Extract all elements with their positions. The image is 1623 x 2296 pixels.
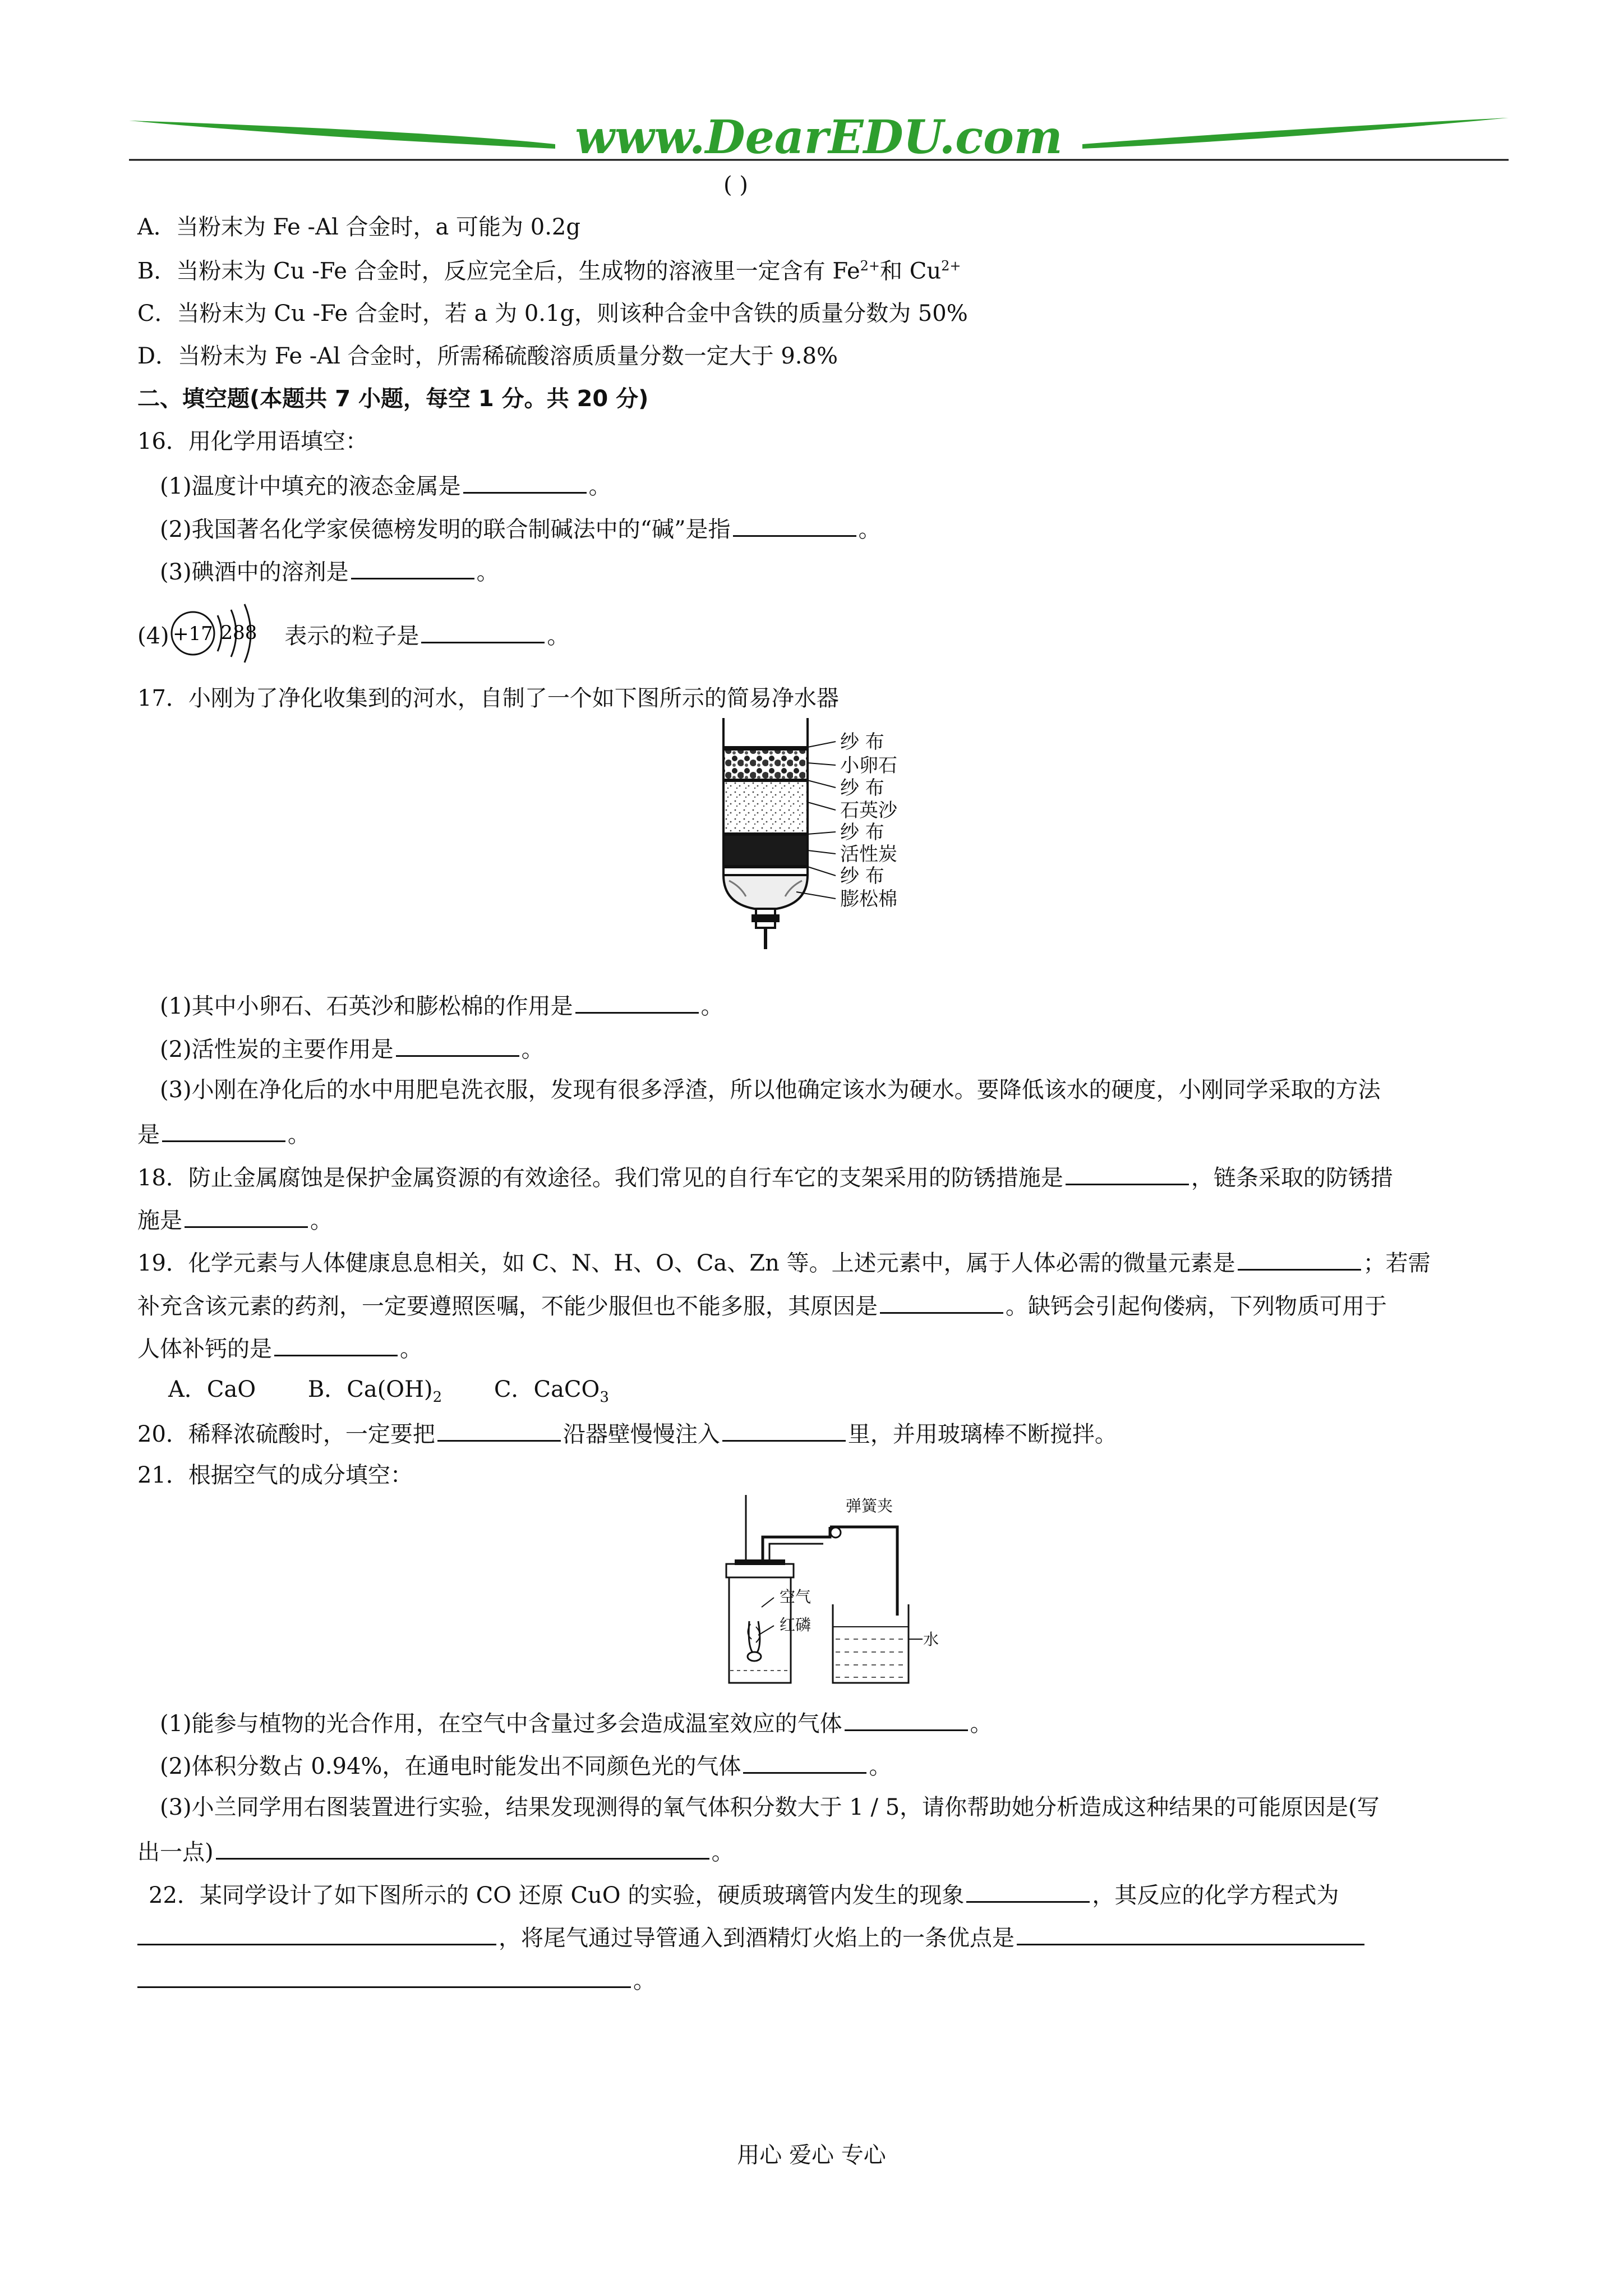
q16-part3: (3)碘酒中的溶剂是 。 — [160, 559, 499, 585]
answer-blank[interactable] — [421, 623, 545, 643]
answer-blank[interactable] — [274, 1336, 398, 1356]
q17-part3: (3)小刚在净化后的水中用肥皂洗衣服，发现有很多浮渣，所以他确定该水为硬水。要降低该水的硬度，小刚同学采取的方法 — [160, 1077, 1381, 1103]
label-gauze-3: 纱 布 — [840, 821, 884, 844]
option-a: A．当粉末为 Fe -Al 合金时，a 可能为 0.2g — [137, 214, 580, 240]
label-quartz-sand: 石英沙 — [840, 799, 897, 822]
q19-line3: 人体补钙的是 。 — [137, 1336, 422, 1362]
water-purifier-figure — [707, 718, 942, 976]
q16-stem: 16．用化学用语填空： — [137, 429, 368, 454]
q21-part3: (3)小兰同学用右图装置进行实验，结果发现测得的氧气体积分数大于 1 / 5，请你帮助她分析造成这种结果的可能原因是(写 — [160, 1795, 1380, 1820]
answer-blank[interactable] — [845, 1710, 968, 1731]
label-air: 空气 — [780, 1588, 811, 1606]
q21-part3-cont: 出一点) 。 — [137, 1839, 734, 1865]
nucleus-charge: +17 — [172, 623, 213, 645]
site-logo-text: www.DearEDU.com — [575, 111, 1063, 164]
answer-blank[interactable] — [137, 1925, 496, 1945]
answer-blank[interactable] — [1017, 1925, 1364, 1945]
q21-stem: 21．根据空气的成分填空： — [137, 1462, 413, 1488]
answer-blank[interactable] — [880, 1293, 1003, 1314]
air-composition-apparatus — [695, 1492, 942, 1700]
answer-blank[interactable] — [575, 993, 699, 1014]
answer-blank[interactable] — [722, 1421, 846, 1442]
q19-option-b: B．$Ca(OH)_2$ — [307, 1377, 442, 1406]
q18-line2: 施是 。 — [137, 1208, 333, 1234]
answer-paren: ( ) — [723, 172, 748, 198]
q17-part1: (1)其中小卵石、石英沙和膨松棉的作用是 。 — [160, 993, 723, 1019]
shell-electrons: 288 — [220, 622, 257, 644]
label-activated-carbon: 活性炭 — [840, 843, 897, 866]
q21-part1: (1)能参与植物的光合作用，在空气中含量过多会造成温室效应的气体 。 — [160, 1711, 993, 1737]
q22-line3: 。 — [137, 1967, 656, 1992]
q22-line1: 22．某同学设计了如下图所示的 CO 还原 CuO 的实验，硬质玻璃管内发生的现象 ，其反应的化学方程式为 — [149, 1883, 1339, 1908]
q16-part4: (4) +17 288 表示的粒子是 。 — [137, 623, 569, 649]
label-gauze-4: 纱 布 — [840, 865, 884, 887]
answer-blank[interactable] — [733, 516, 856, 537]
q21-part2: (2)体积分数占 0.94%，在通电时能发出不同颜色光的气体 。 — [160, 1754, 892, 1779]
label-spring-clip: 弹簧夹 — [846, 1497, 893, 1515]
q20-line: 20．稀释浓硫酸时，一定要把 沿器壁慢慢注入 里，并用玻璃棒不断搅拌。 — [137, 1421, 1117, 1447]
label-cotton: 膨松棉 — [840, 888, 897, 910]
atom-structure-diagram — [169, 622, 268, 649]
answer-blank[interactable] — [162, 1121, 285, 1142]
answer-blank[interactable] — [1238, 1250, 1361, 1271]
label-water: 水 — [923, 1630, 939, 1649]
label-gauze-1: 纱 布 — [840, 731, 884, 753]
label-red-phosphorus: 红磷 — [780, 1616, 811, 1634]
q16-part1: (1)温度计中填充的液态金属是 。 — [160, 473, 611, 499]
q19-line2: 补充含该元素的药剂，一定要遵照医嘱，不能少服但也不能多服，其原因是 。缺钙会引起佝偻病，下列物质可用于 — [137, 1294, 1387, 1319]
section-heading: 二、填空题(本题共 7 小题，每空 1 分。共 20 分) — [137, 386, 649, 412]
q19-options — [168, 1378, 609, 1405]
q19-line1: 19．化学元素与人体健康息息相关，如 C、N、H、O、Ca、Zn 等。上述元素中，属于人体必需的微量元素是 ；若需 — [137, 1250, 1431, 1276]
option-d: D．当粉末为 Fe -Al 合金时，所需稀硫酸溶质质量分数一定大于 9.8% — [137, 343, 838, 369]
label-gauze-2: 纱 布 — [840, 777, 884, 799]
answer-blank[interactable] — [1066, 1165, 1189, 1185]
answer-blank[interactable] — [743, 1753, 866, 1774]
q19-option-c: C．CaCO$_3$ — [494, 1377, 609, 1406]
answer-blank[interactable] — [351, 559, 474, 579]
answer-blank[interactable] — [463, 473, 587, 494]
q22-line2: ，将尾气通过导管通入到酒精灯火焰上的一条优点是 — [137, 1925, 1367, 1949]
answer-blank[interactable] — [396, 1036, 519, 1057]
label-pebbles: 小卵石 — [840, 754, 897, 777]
q16-part2: (2)我国著名化学家侯德榜发明的联合制碱法中的“碱”是指 。 — [160, 517, 881, 542]
q17-stem: 17．小刚为了净化收集到的河水，自制了一个如下图所示的简易净水器 — [137, 685, 839, 711]
option-b: B．当粉末为 Cu -Fe 合金时，反应完全后，生成物的溶液里一定含有 $Fe^{2+}$和 $Cu^{2+}$ — [137, 258, 961, 284]
q19-option-a: A．CaO — [168, 1377, 256, 1402]
q18-line1: 18．防止金属腐蚀是保护金属资源的有效途径。我们常见的自行车它的支架采用的防锈措施是 ，链条采取的防锈措 — [137, 1165, 1393, 1191]
option-c: C．当粉末为 Cu -Fe 合金时，若 a 为 0.1g，则该种合金中含铁的质量分数为 50% — [137, 301, 968, 326]
q17-part2: (2)活性炭的主要作用是 。 — [160, 1037, 544, 1062]
page-footer: 用心 爱心 专心 — [737, 2142, 886, 2168]
answer-blank[interactable] — [437, 1421, 561, 1442]
q17-part3-cont: 是 。 — [137, 1122, 310, 1148]
answer-blank[interactable] — [966, 1882, 1090, 1903]
answer-blank[interactable] — [216, 1839, 709, 1860]
header-banner — [129, 109, 1509, 165]
answer-blank[interactable] — [137, 1967, 631, 1988]
answer-blank[interactable] — [185, 1207, 308, 1228]
